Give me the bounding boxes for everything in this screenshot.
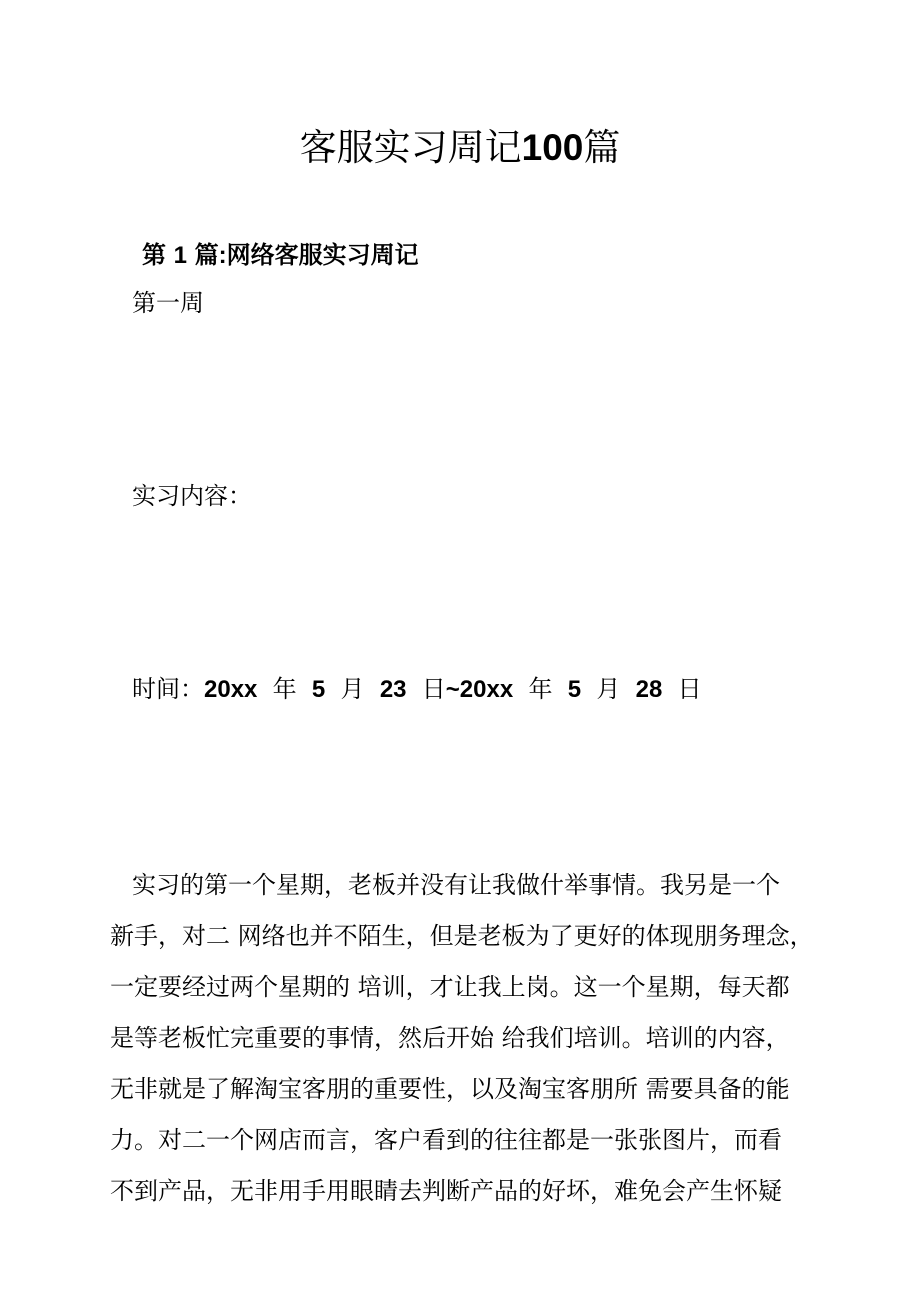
section-heading-text: 篇:网络客服实习周记: [194, 242, 419, 269]
section-heading-number: 1: [173, 242, 187, 269]
document-title: [0, 118, 920, 178]
time-day-char-2: 日: [677, 675, 702, 703]
time-separator: ~: [445, 676, 460, 703]
time-year-char-2: 年: [528, 675, 553, 703]
time-month-char: 月: [340, 675, 365, 703]
time-month-char-2: 月: [596, 675, 621, 703]
section-heading-prefix: 第: [142, 242, 166, 269]
time-label: 时间：: [132, 675, 204, 703]
time-day-char: 日: [421, 675, 446, 703]
paragraph-line: 一定要经过两个星期的 培训，才让我上岗。这一个星期，每天都: [110, 973, 790, 1001]
section-heading: [142, 236, 419, 275]
time-line: [132, 670, 702, 709]
week-label: 第一周: [132, 289, 204, 317]
time-year-char: 年: [272, 675, 297, 703]
paragraph-line: 实习的第一个星期，老板并没有让我做什举事情。我另是一个: [132, 871, 780, 899]
title-number: 100: [521, 127, 584, 168]
paragraph-line: 无非就是了解淘宝客朋的重要性，以及淘宝客朋所 需要具备的能: [110, 1075, 790, 1103]
time-start-day: 23: [379, 676, 407, 703]
time-end-month: 5: [567, 676, 582, 703]
paragraph-line: 新手，对二 网络也并不陌生，但是老板为了更好的体现朋务理念，: [110, 922, 814, 950]
time-end-day: 28: [635, 676, 663, 703]
paragraph-line: 是等老板忙完重要的事情，然后开始 给我们培训。培训的内容，: [110, 1024, 790, 1052]
time-end-year: 20xx: [459, 676, 514, 703]
time-start-year: 20xx: [204, 676, 258, 703]
body-paragraph: [110, 860, 830, 1217]
title-suffix: 篇: [583, 126, 621, 169]
paragraph-line: 力。对二一个网店而言，客户看到的往往都是一张张图片，而看: [110, 1126, 782, 1154]
title-prefix: 客服实习周记: [299, 126, 522, 169]
paragraph-line: 不到产品，无非用手用眼睛去判断产品的好坏，难免会产生怀疑: [110, 1177, 782, 1205]
time-start-month: 5: [311, 676, 326, 703]
content-label: 实习内容：: [132, 482, 252, 510]
